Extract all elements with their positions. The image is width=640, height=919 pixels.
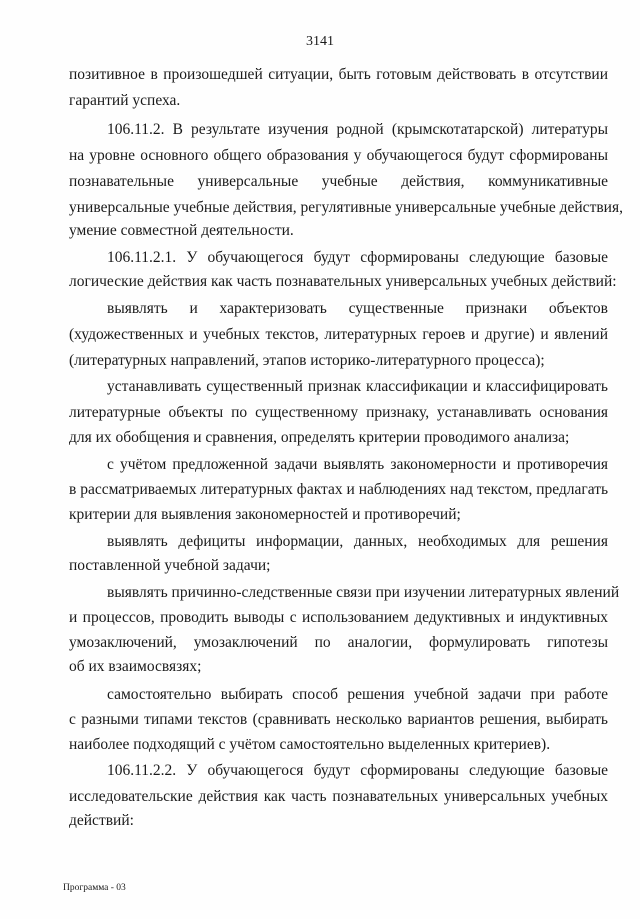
list-item: выявлять и характеризовать существенные признаки объектов xyxy=(107,300,608,317)
text-line: поставленной учебной задачи; xyxy=(69,557,271,574)
text-line: (художественных и учебных текстов, литературных героев и другие) и явлений xyxy=(69,326,608,343)
text-line: и процессов, проводить выводы с использованием дедуктивных и индуктивных xyxy=(69,609,608,626)
text-line: познавательные универсальные учебные действия, коммуникативные xyxy=(69,173,608,190)
text-line: с разными типами текстов (сравнивать несколько вариантов решения, выбирать xyxy=(69,711,608,728)
text-line: умозаключений, умозаключений по аналогии, формулировать гипотезы xyxy=(69,634,608,651)
text-line: для их обобщения и сравнения, определять критерии проводимого анализа; xyxy=(69,429,570,446)
text-line: позитивное в произошедшей ситуации, быть готовым действовать в отсутствии xyxy=(69,66,608,83)
text-line: логические действия как часть познавательных универсальных учебных действий: xyxy=(69,273,617,290)
text-line: (литературных направлений, этапов историко-литературного процесса); xyxy=(69,352,545,369)
paragraph-106-11-2-2: 106.11.2.2. У обучающегося будут сформированы следующие базовые xyxy=(107,762,608,779)
text-line: литературные объекты по существенному признаку, устанавливать основания xyxy=(69,404,608,421)
list-item: выявлять причинно-следственные связи при изучении литературных явлений xyxy=(107,584,620,601)
list-item: устанавливать существенный признак классификации и классифицировать xyxy=(107,378,608,395)
text-line: на уровне основного общего образования у обучающегося будут сформированы xyxy=(69,147,608,164)
list-item: самостоятельно выбирать способ решения учебной задачи при работе xyxy=(107,686,608,703)
text-line: действий: xyxy=(69,812,134,829)
text-line: наиболее подходящий с учётом самостоятельно выделенных критериев). xyxy=(69,736,551,753)
text-line: умение совместной деятельности. xyxy=(69,222,294,239)
page-number: 3141 xyxy=(306,34,334,49)
list-item: выявлять дефициты информации, данных, необходимых для решения xyxy=(107,533,608,550)
text-line: критерии для выявления закономерностей и противоречий; xyxy=(69,506,461,523)
text-line: в рассматриваемых литературных фактах и наблюдениях над текстом, предлагать xyxy=(69,481,609,498)
text-line: об их взаимосвязях; xyxy=(69,658,202,675)
paragraph-106-11-2: 106.11.2. В результате изучения родной (крымскотатарской) литературы xyxy=(107,121,608,138)
text-line: исследовательские действия как часть познавательных универсальных учебных xyxy=(69,788,608,805)
paragraph-106-11-2-1: 106.11.2.1. У обучающегося будут сформированы следующие базовые xyxy=(107,249,608,266)
footer-program-label: Программа - 03 xyxy=(63,883,126,893)
text-line: универсальные учебные действия, регулятивные универсальные учебные действия, xyxy=(69,199,623,216)
text-line: гарантий успеха. xyxy=(69,92,181,109)
list-item: с учётом предложенной задачи выявлять закономерности и противоречия xyxy=(107,456,608,473)
